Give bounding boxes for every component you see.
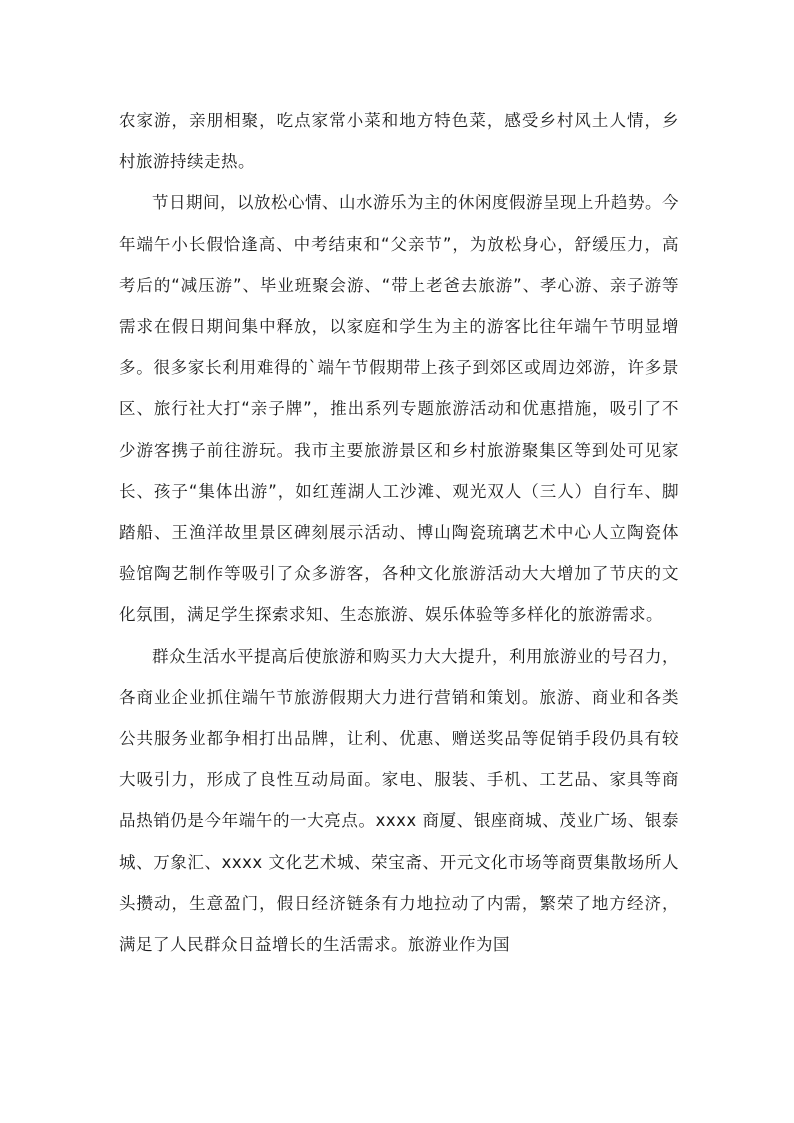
paragraph-2: 节日期间，以放松心情、山水游乐为主的休闲度假游呈现上升趋势。今年端午小长假恰逢高、中考结束和“父亲节”，为放松身心，舒缓压力，高考后的“减压游”、毕业班聚会游、“带上老爸去旅游”、孝心游、亲子游等需求在假日期间集中释放，以家庭和学生为主的游客比往年端午节明显增多。很多家长利用难得的`端午节假期带上孩子到郊区或周边郊游，许多景区、旅行社大打“亲子牌”，推出系列专题旅游活动和优惠措施，吸引了不少游客携子前往游玩。我市主要旅游景区和乡村旅游聚集区等到处可见家长、孩子“集体出游”，如红莲湖人工沙滩、观光双人（三人）自行车、脚踏船、王渔洋故里景区碑刻展示活动、博山陶瓷琉璃艺术中心人立陶瓷体验馆陶艺制作等吸引了众多游客，各种文化旅游活动大大增加了节庆的文化氛围，满足学生探索求知、生态旅游、娱乐体验等多样化的旅游需求。 bbox=[119, 193, 679, 625]
document-body bbox=[119, 100, 679, 965]
paragraph-1: 农家游，亲朋相聚，吃点家常小菜和地方特色菜，感受乡村风土人情，乡村旅游持续走热。 bbox=[119, 111, 679, 172]
paragraph-3: 群众生活水平提高后使旅游和购买力大大提升，利用旅游业的号召力，各商业企业抓住端午节旅游假期大力进行营销和策划。旅游、商业和各类公共服务业都争相打出品牌，让利、优惠、赠送奖品等促销手段仍具有较大吸引力，形成了良性互动局面。家电、服装、手机、工艺品、家具等商品热销仍是今年端午的一大亮点。xxxx 商厦、银座商城、茂业广场、银泰城、万象汇、xxxx 文化艺术城、荣宝斋、开元文化市场等商贾集散场所人头攒动，生意盈门，假日经济链条有力地拉动了内需，繁荣了地方经济，满足了人民群众日益增长的生活需求。旅游业作为国 bbox=[119, 646, 679, 955]
